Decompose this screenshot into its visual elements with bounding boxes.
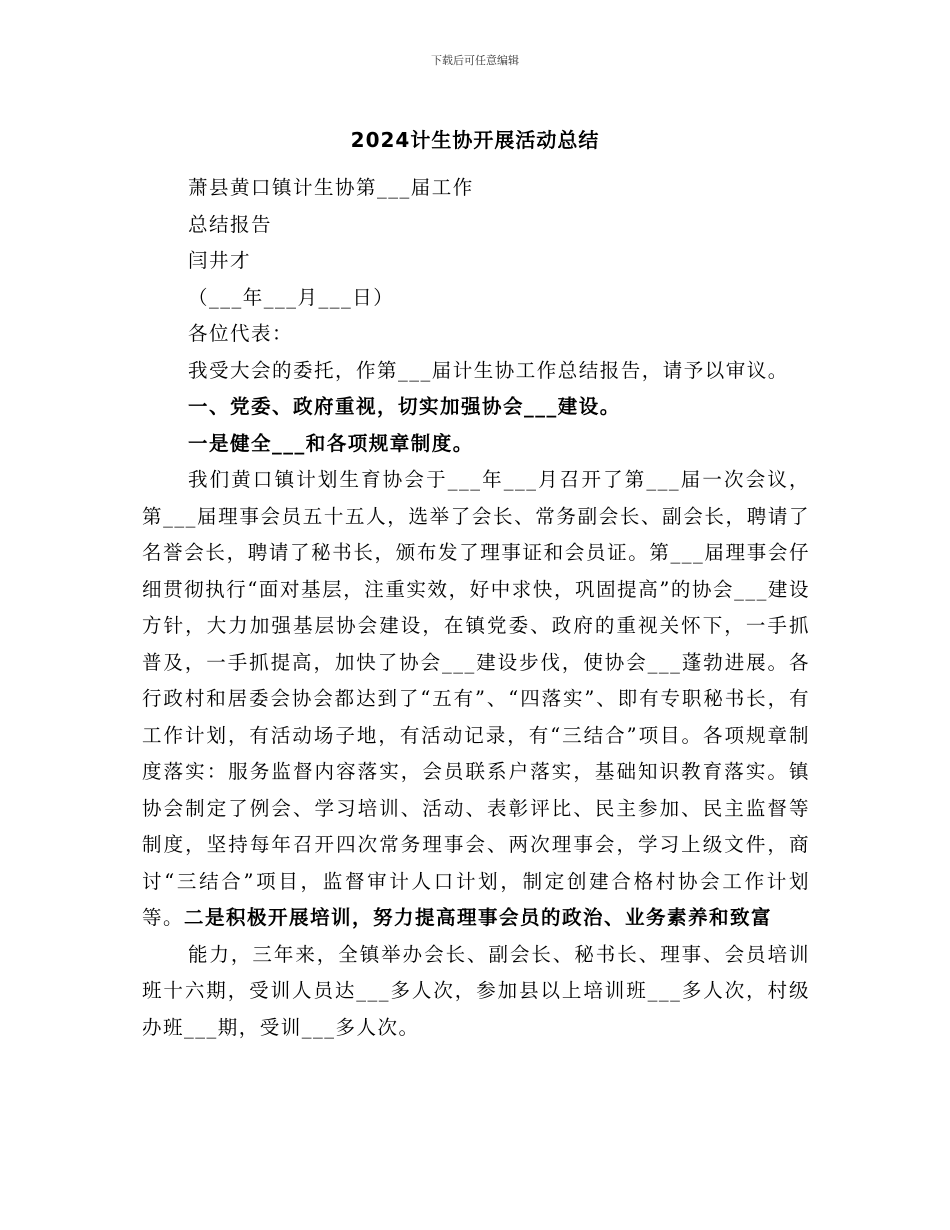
paragraph-1	[142, 462, 810, 937]
author-name: 闫井才	[188, 249, 252, 272]
section-heading: 一、党委、政府重视，切实加强协会___建设。	[188, 395, 621, 418]
intro-line: 我受大会的委托，作第___届计生协工作总结报告，请予以审议。	[188, 358, 789, 382]
page-header: 下载后可任意编辑	[431, 54, 519, 67]
paragraph-1-text: 我们黄口镇计划生育协会于___年___月召开了第___届一次会议，第___届理事会员五十五人，选举了会长、常务副会长、副会长，聘请了名誉会长，聘请了秘书长，颁布发了理事证和会员证。第___届理事会仔细贯彻执行“面对基层，注重实效，好中求快，巩固提高”的协会___建设方针，大力加强基层协会建设，在镇党委、政府的重视关怀下，一手抓普及，一手抓提高，加快了协会___建设步伐，使协会___蓬勃进展。各行政村和居委会协会都达到了“五有”、“四落实”、即有专职秘书长，有工作计划，有活动场子地，有活动记录，有“三结合”项目。各项规章制度落实：服务监督内容落实，会员联系户落实，基础知识教育落实。镇协会制定了例会、学习培训、活动、表彰评比、民主参加、民主监督等制度，坚持每年召开四次常务理事会、两次理事会，学习上级文件，商讨“三结合”项目，监督审计人口计划，制定创建合格村协会工作计划等。	[142, 468, 810, 929]
body-line: 总结报告	[188, 212, 273, 236]
document-body	[142, 170, 810, 1046]
document-title: 2024计生协开展活动总结	[350, 128, 600, 152]
subsection-heading: 一是健全___和各项规章制度。	[188, 431, 474, 455]
body-line: 萧县黄口镇计生协第___届工作	[188, 176, 474, 199]
date-line: （___年___月___日）	[188, 285, 395, 309]
paragraph-2: 能力，三年来，全镇举办会长、副会长、秘书长、理事、会员培训班十六期，受训人员达___多人次，参加县以上培训班___多人次，村级办班___期，受训___多人次。	[142, 942, 810, 1039]
paragraph-1-bold-heading: 二是积极开展培训，努力提高理事会员的政治、业务素养和致富	[184, 906, 773, 929]
salutation: 各位代表：	[188, 322, 294, 345]
